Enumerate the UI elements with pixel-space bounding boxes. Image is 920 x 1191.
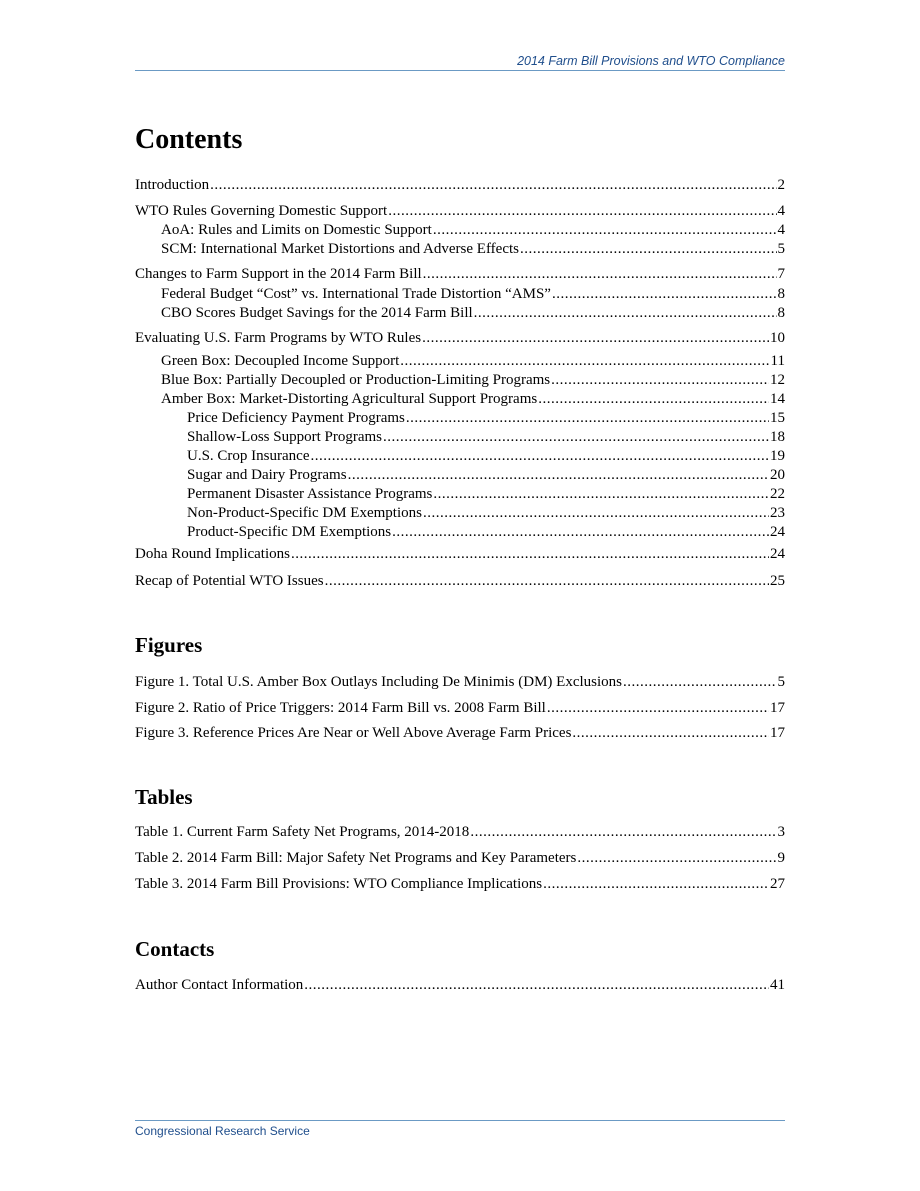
toc-entry-text: Table 3. 2014 Farm Bill Provisions: WTO Compliance Implications [135,876,543,892]
toc-entry-shallow-loss[interactable] [187,428,785,447]
toc-page-number: 14 [770,391,785,407]
toc-entry-text: WTO Rules Governing Domestic Support [135,203,388,219]
toc-entry-text: CBO Scores Budget Savings for the 2014 Farm Bill [161,305,473,321]
toc-entry-text: Blue Box: Partially Decoupled or Production-Limiting Programs [161,372,551,388]
dot-leader [423,265,777,284]
toc-entry-text: Product-Specific DM Exemptions [187,524,392,540]
dot-leader [551,371,769,390]
dot-leader [348,466,769,485]
toc-page-number: 24 [770,546,785,562]
figure-entry-3[interactable] [135,724,785,743]
toc-entry-disaster[interactable] [187,485,785,504]
toc-entry-recap[interactable] [135,572,785,591]
figures-heading: Figures [135,633,203,657]
dot-leader [291,545,769,564]
toc-entry-text: Sugar and Dairy Programs [187,467,347,483]
toc-page-number: 4 [777,222,785,238]
table-entry-1[interactable] [135,823,785,842]
dot-leader [388,202,776,221]
toc-page-number: 10 [770,330,785,346]
toc-page-number: 25 [770,573,785,589]
dot-leader [400,352,769,371]
toc-entry-scm[interactable] [161,240,785,259]
toc-entry-text: Non-Product-Specific DM Exemptions [187,505,422,521]
toc-entry-cbo[interactable] [161,304,785,323]
table-entry-3[interactable] [135,875,785,894]
toc-page-number: 8 [777,286,785,302]
toc-entry-introduction[interactable] [135,176,785,195]
toc-entry-budget-cost[interactable] [161,285,785,304]
toc-entry-text: Introduction [135,177,210,193]
toc-entry-text: Table 1. Current Farm Safety Net Programs, 2014-2018 [135,824,470,840]
dot-leader [623,673,777,692]
dot-leader [422,329,769,348]
toc-entry-green-box[interactable] [161,352,785,371]
toc-entry-text: Author Contact Information [135,977,304,993]
toc-page-number: 41 [770,977,785,993]
dot-leader [552,285,777,304]
toc-page-number: 5 [777,674,785,690]
dot-leader [520,240,777,259]
toc-entry-text: U.S. Crop Insurance [187,448,310,464]
toc-entry-crop-insurance[interactable] [187,447,785,466]
dot-leader [474,304,777,323]
dot-leader [392,523,769,542]
toc-entry-text: Permanent Disaster Assistance Programs [187,486,433,502]
running-header [135,54,785,71]
toc-page-number: 11 [770,353,785,369]
toc-entry-evaluating[interactable] [135,329,785,348]
dot-leader [383,428,769,447]
toc-page-number: 2 [777,177,785,193]
toc-entry-text: AoA: Rules and Limits on Domestic Support [161,222,432,238]
dot-leader [433,485,769,504]
page-footer [135,1120,785,1138]
footer-org: Congressional Research Service [135,1124,310,1138]
toc-page-number: 9 [777,850,785,866]
figure-entry-1[interactable] [135,673,785,692]
tables-heading: Tables [135,785,193,809]
toc-entry-doha[interactable] [135,545,785,564]
toc-entry-text: Green Box: Decoupled Income Support [161,353,400,369]
toc-page-number: 19 [770,448,785,464]
running-title: 2014 Farm Bill Provisions and WTO Compliance [517,54,785,68]
toc-entry-product-dm[interactable] [187,523,785,542]
toc-entry-text: Changes to Farm Support in the 2014 Farm Bill [135,266,422,282]
toc-page-number: 3 [777,824,785,840]
toc-page-number: 20 [770,467,785,483]
toc-entry-wto-rules[interactable] [135,202,785,221]
toc-entry-changes[interactable] [135,265,785,284]
dot-leader [538,390,769,409]
contacts-heading: Contacts [135,937,215,961]
toc-entry-text: Recap of Potential WTO Issues [135,573,324,589]
toc-entry-aoa[interactable] [161,221,785,240]
toc-entry-non-product-dm[interactable] [187,504,785,523]
dot-leader [406,409,769,428]
toc-entry-text: Federal Budget “Cost” vs. International Trade Distortion “AMS” [161,286,551,302]
toc-entry-text: Table 2. 2014 Farm Bill: Major Safety Net Programs and Key Parameters [135,850,577,866]
dot-leader [577,849,776,868]
dot-leader [423,504,769,523]
toc-page-number: 5 [777,241,785,257]
toc-page-number: 12 [770,372,785,388]
toc-page-number: 17 [770,725,785,741]
toc-page-number: 24 [770,524,785,540]
toc-page-number: 15 [770,410,785,426]
dot-leader [572,724,769,743]
toc-page-number: 23 [770,505,785,521]
contact-entry-author[interactable] [135,976,785,995]
toc-entry-text: Doha Round Implications [135,546,290,562]
table-entry-2[interactable] [135,849,785,868]
toc-entry-text: SCM: International Market Distortions and Adverse Effects [161,241,519,257]
dot-leader [310,447,769,466]
dot-leader [433,221,777,240]
toc-entry-text: Amber Box: Market-Distorting Agricultural Support Programs [161,391,538,407]
toc-page-number: 17 [770,700,785,716]
dot-leader [470,823,776,842]
dot-leader [547,699,769,718]
toc-entry-text: Evaluating U.S. Farm Programs by WTO Rules [135,330,422,346]
toc-entry-blue-box[interactable] [161,371,785,390]
toc-page-number: 4 [777,203,785,219]
toc-entry-text: Figure 1. Total U.S. Amber Box Outlays Including De Minimis (DM) Exclusions [135,674,622,690]
figure-entry-2[interactable] [135,699,785,718]
toc-entry-text: Figure 3. Reference Prices Are Near or Well Above Average Farm Prices [135,725,572,741]
toc-entry-amber-box[interactable] [161,390,785,409]
toc-page-number: 8 [777,305,785,321]
toc-page-number: 22 [770,486,785,502]
toc-entry-text: Shallow-Loss Support Programs [187,429,382,445]
dot-leader [304,976,769,995]
toc-entry-sugar-dairy[interactable] [187,466,785,485]
toc-entry-price-deficiency[interactable] [187,409,785,428]
toc-entry-text: Figure 2. Ratio of Price Triggers: 2014 Farm Bill vs. 2008 Farm Bill [135,700,546,716]
dot-leader [325,572,769,591]
toc-page-number: 7 [777,266,785,282]
contents-heading: Contents [135,124,243,155]
toc-entry-text: Price Deficiency Payment Programs [187,410,405,426]
toc-page-number: 18 [770,429,785,445]
toc-page-number: 27 [770,876,785,892]
dot-leader [210,176,776,195]
dot-leader [543,875,769,894]
